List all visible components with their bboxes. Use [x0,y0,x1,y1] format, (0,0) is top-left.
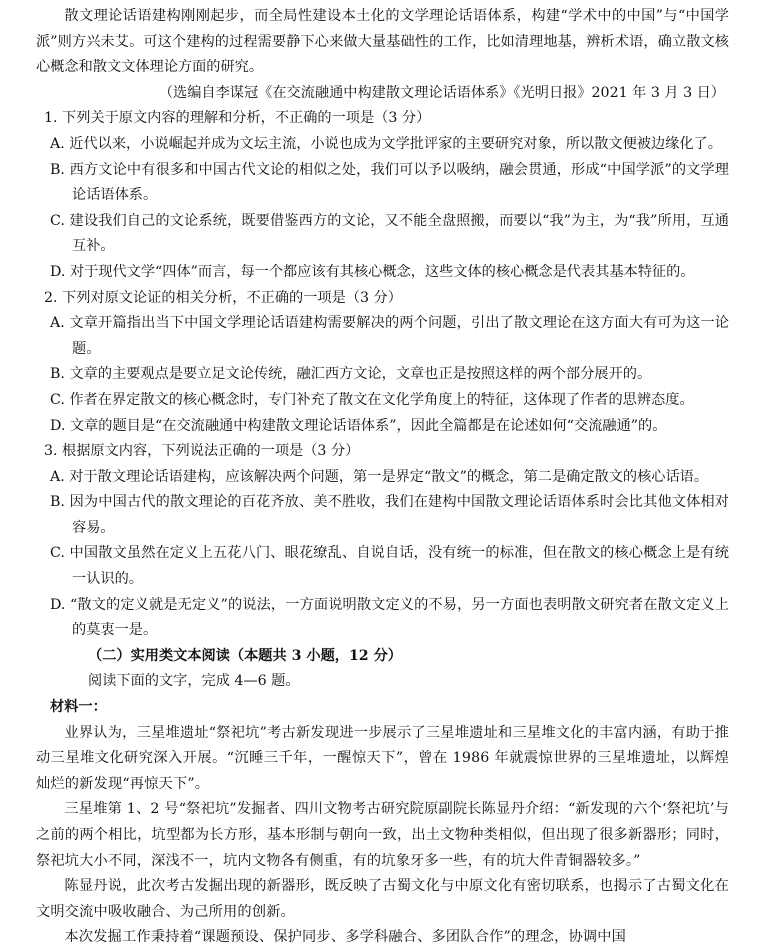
question-stem: 1. 下列关于原文内容的理解和分析，不正确的一项是（3 分） [44,110,431,127]
material-paragraph: 陈显丹说，此次考古发掘出现的新器形，既反映了古蜀文化与中原文化有密切联系，也揭示了古蜀文化在文明交流中吸收融合、为己所用的创新。 [36,878,729,920]
question-2 [36,286,729,440]
question-stem: 3. 根据原文内容，下列说法正确的一项是（3 分） [44,443,360,460]
material-label: 材料一： [50,699,107,716]
section-title: （二）实用类文本阅读（本题共 3 小题，12 分） [88,647,402,664]
material-paragraph: 本次发掘工作秉持着“课题预设、保护同步、多学科融合、多团队合作”的理念，协调中国 [64,929,627,946]
option-b: B. 文章的主要观点是要立足文论传统，融汇西方文论，文章也正是按照这样的两个部分展开的。 [50,366,652,383]
material-paragraph: 三星堆第 1、2 号“祭祀坑”发掘者、四川文物考古研究院原副院长陈显丹介绍：“新发现的六个‘祭祀坑’与之前的两个相比，坑型都为长方形，基本形制与朝向一致，出土文物种类相似，但出现了很多新器形；同时，祭祀坑大小不同，深浅不一，坑内文物各有侧重，有的坑象牙多一些，有的坑大件青铜器较多。” [36,801,729,869]
option-d: D. 对于现代文学“四体”而言，每一个都应该有其核心概念，这些文体的核心概念是代表其基本特征的。 [50,263,695,280]
question-3 [36,439,729,644]
option-b: B. 西方文论中有很多和中国古代文论的相似之处，我们可以予以吸纳，融会贯通，形成“中国学派”的文学理论话语体系。 [50,161,729,204]
material-paragraph: 业界认为，三星堆遗址“祭祀坑”考古新发现进一步展示了三星堆遗址和三星堆文化的丰富内涵，有助于推动三星堆文化研究深入开展。“沉睡三千年，一醒惊天下”，曾在 1986 年就震惊世界的三星堆遗址，以辉煌灿烂的新发现“再惊天下”。 [36,724,729,792]
passage-intro: 散文理论话语建构刚刚起步，而全局性建设本土化的文学理论话语体系，构建“学术中的中国”与“中国学派”则方兴未艾。可这个建构的过程需要静下心来做大量基础性的工作，比如清理地基，辨析术语，确立散文核心概念和散文文体理论方面的研究。 [36,8,729,76]
citation: （选编自李谋冠《在交流融通中构建散文理论话语体系》《光明日报》2021 年 3 月 3 日） [158,84,725,101]
option-a: A. 近代以来，小说崛起并成为文坛主流，小说也成为文学批评家的主要研究对象，所以散文便被边缘化了。 [50,135,722,152]
option-d: D. “散文的定义就是无定义”的说法，一方面说明散文定义的不易，另一方面也表明散文研究者在散文定义上的莫衷一是。 [50,596,729,639]
option-d: D. 文章的题目是“在交流融通中构建散文理论话语体系”，因此全篇都是在论述如何“交流融通”的。 [50,417,667,434]
option-c: C. 中国散文虽然在定义上五花八门、眼花缭乱、自说自话，没有统一的标准，但在散文的核心概念上是有统一认识的。 [50,545,729,588]
option-c: C. 作者在界定散文的核心概念时，专门补充了散文在文化学角度上的特征，这体现了作者的思辨态度。 [50,391,694,408]
option-a: A. 文章开篇指出当下中国文学理论话语建构需要解决的两个问题，引出了散文理论在这方面大有可为这一论题。 [50,315,729,357]
question-1 [36,106,729,285]
section-instruction: 阅读下面的文字，完成 4—6 题。 [88,673,300,690]
question-stem: 2. 下列对原文论证的相关分析，不正确的一项是（3 分） [44,289,402,306]
option-b: B. 因为中国古代的散文理论的百花齐放、美不胜收，我们在建构中国散文理论话语体系时会比其他文体相对容易。 [50,494,729,536]
option-c: C. 建设我们自己的文论系统，既要借鉴西方的文论，又不能全盘照搬，而要以“我”为主，为“我”所用，互通互补。 [50,212,729,255]
option-a: A. 对于散文理论话语建构，应该解决两个问题，第一是界定“散文”的概念，第二是确定散文的核心话语。 [50,468,709,485]
